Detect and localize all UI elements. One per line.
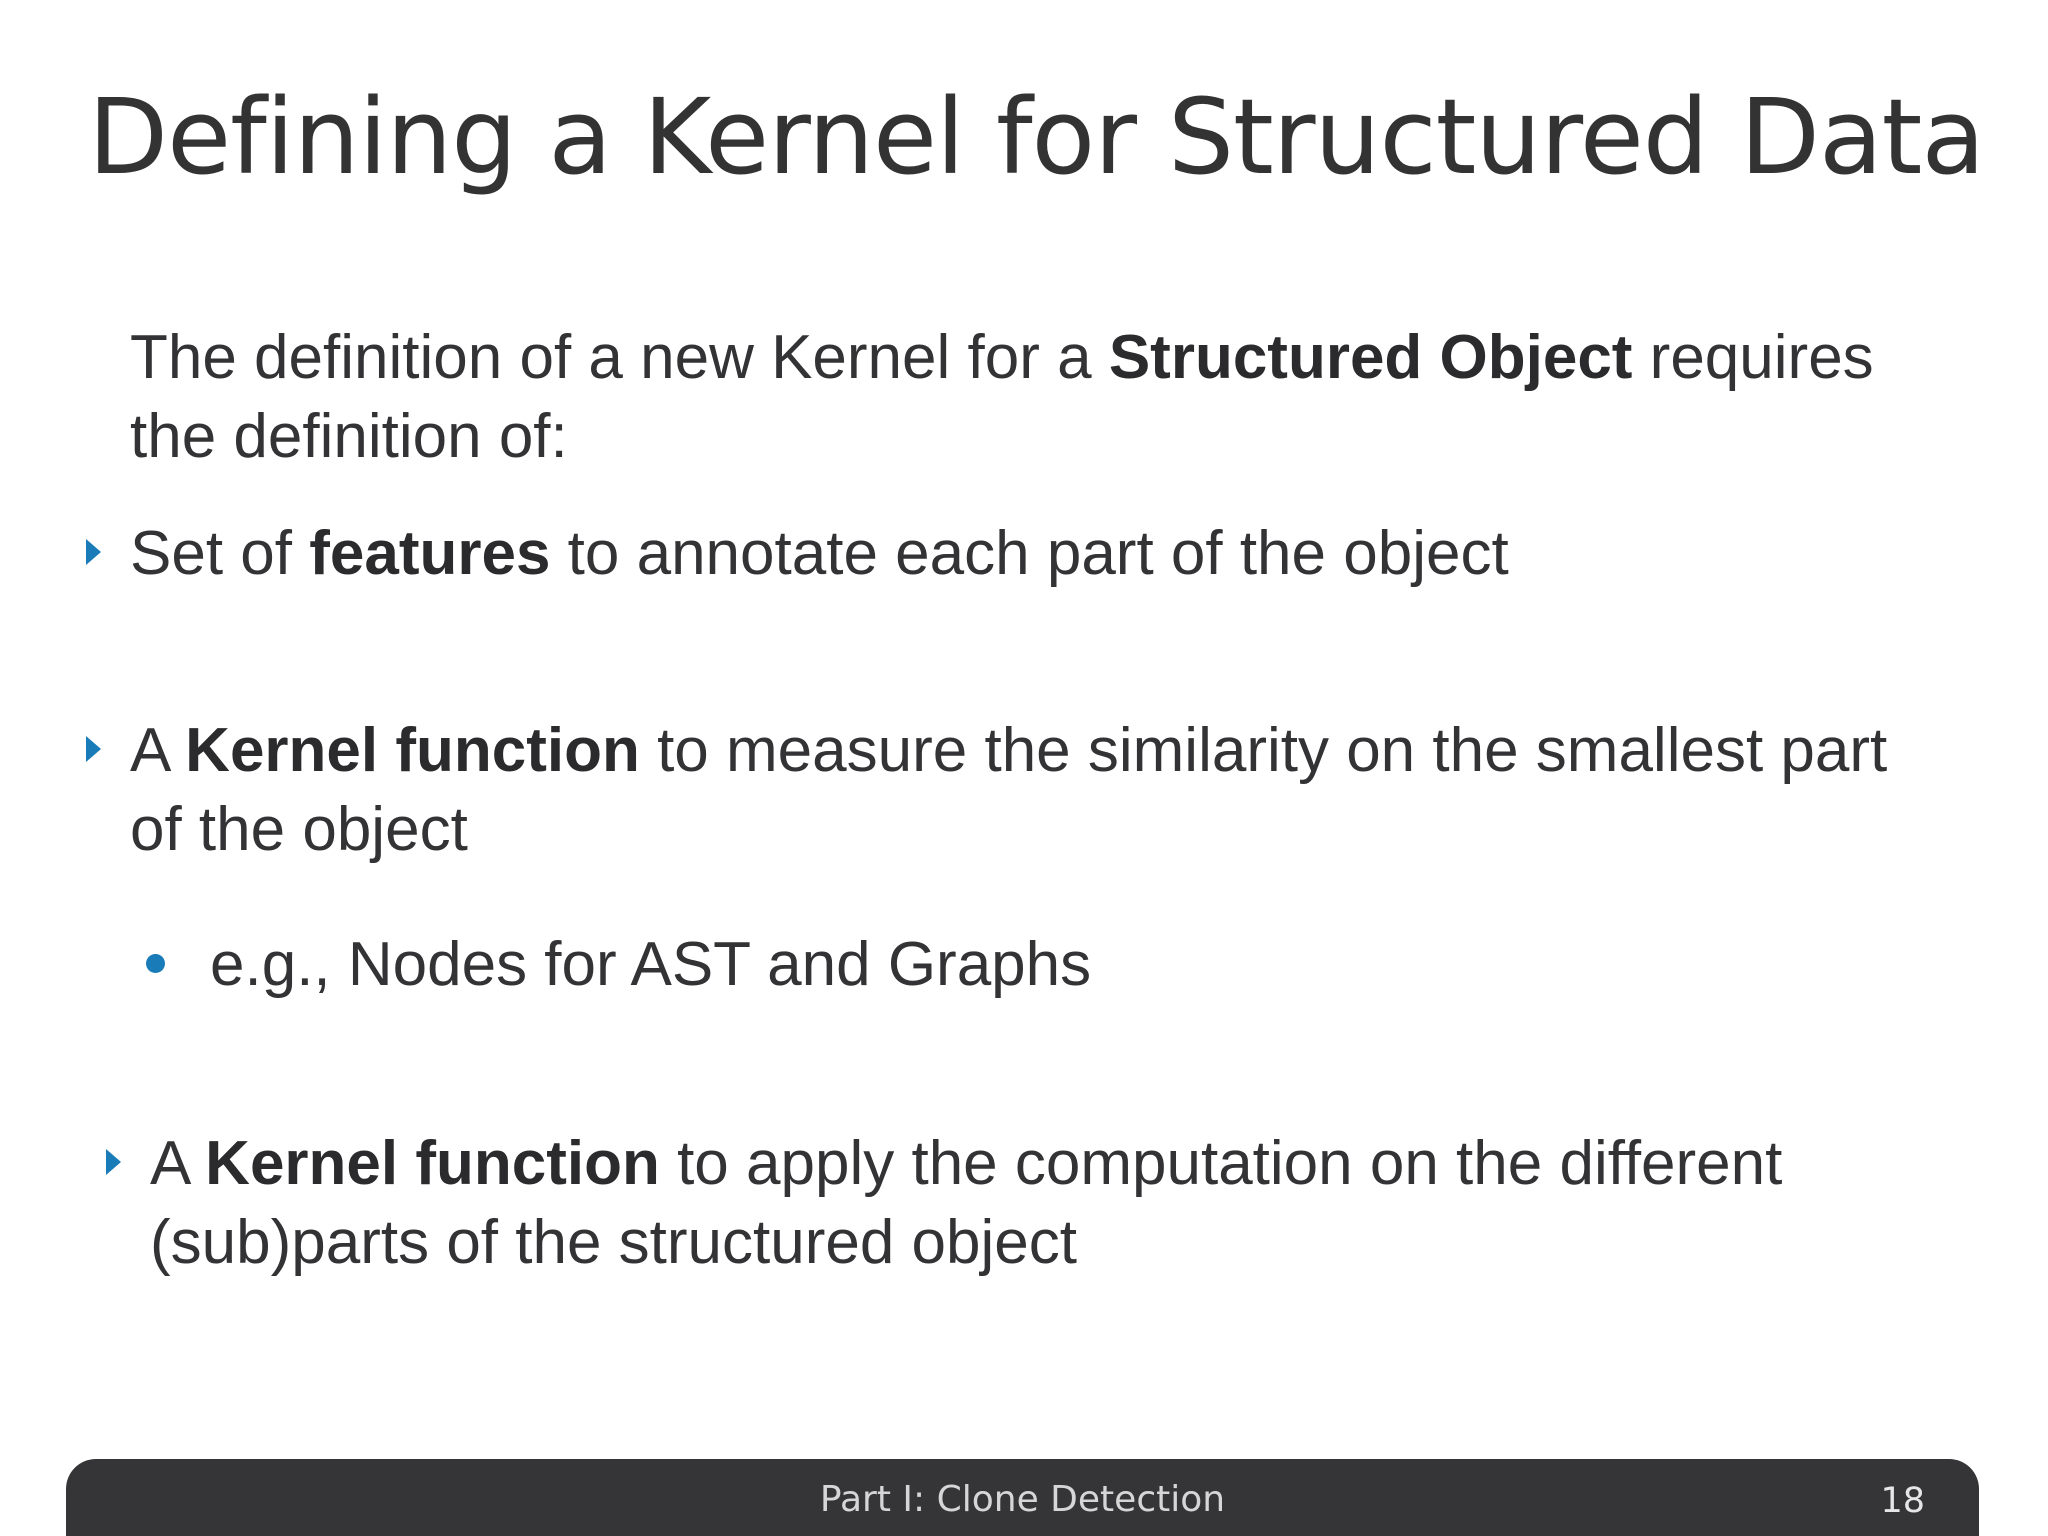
- bullet-text-before: A: [150, 1129, 206, 1198]
- bullet-item-kernel-similarity: [130, 711, 1930, 869]
- intro-text-after: requires the definition of:: [130, 323, 1874, 471]
- dot-bullet-icon: [146, 954, 165, 973]
- intro-text-before: The definition of a new Kernel for a: [130, 323, 1109, 392]
- triangle-arrow-icon: [106, 1149, 121, 1175]
- sub-bullet-item: e.g., Nodes for AST and Graphs: [210, 930, 1092, 999]
- bullet-text-after: to measure the similarity on the smallest part of the object: [130, 716, 1888, 864]
- footer-section-title: Part I: Clone Detection: [819, 1479, 1226, 1520]
- bullet-item-features: [130, 514, 1930, 593]
- bullet-text-bold: Kernel function: [205, 1129, 660, 1198]
- bullet-text-bold: Kernel function: [185, 716, 640, 785]
- bullet-text-after: to annotate each part of the object: [550, 519, 1509, 588]
- bullet-item-kernel-computation: [150, 1124, 1930, 1282]
- bullet-text-bold: features: [309, 519, 551, 588]
- bullet-text-before: Set of: [130, 519, 310, 588]
- bullet-text-after: to apply the computation on the different (sub)parts of the structured object: [150, 1129, 1783, 1277]
- intro-text-bold: Structured Object: [1108, 323, 1633, 392]
- triangle-arrow-icon: [86, 736, 101, 762]
- page-number: 18: [1880, 1481, 1925, 1521]
- footer-bar: [66, 1459, 1979, 1536]
- triangle-arrow-icon: [86, 539, 101, 565]
- slide-title: Defining a Kernel for Structured Data: [88, 76, 1985, 198]
- bullet-text-before: A: [130, 716, 186, 785]
- intro-paragraph: [130, 318, 1930, 476]
